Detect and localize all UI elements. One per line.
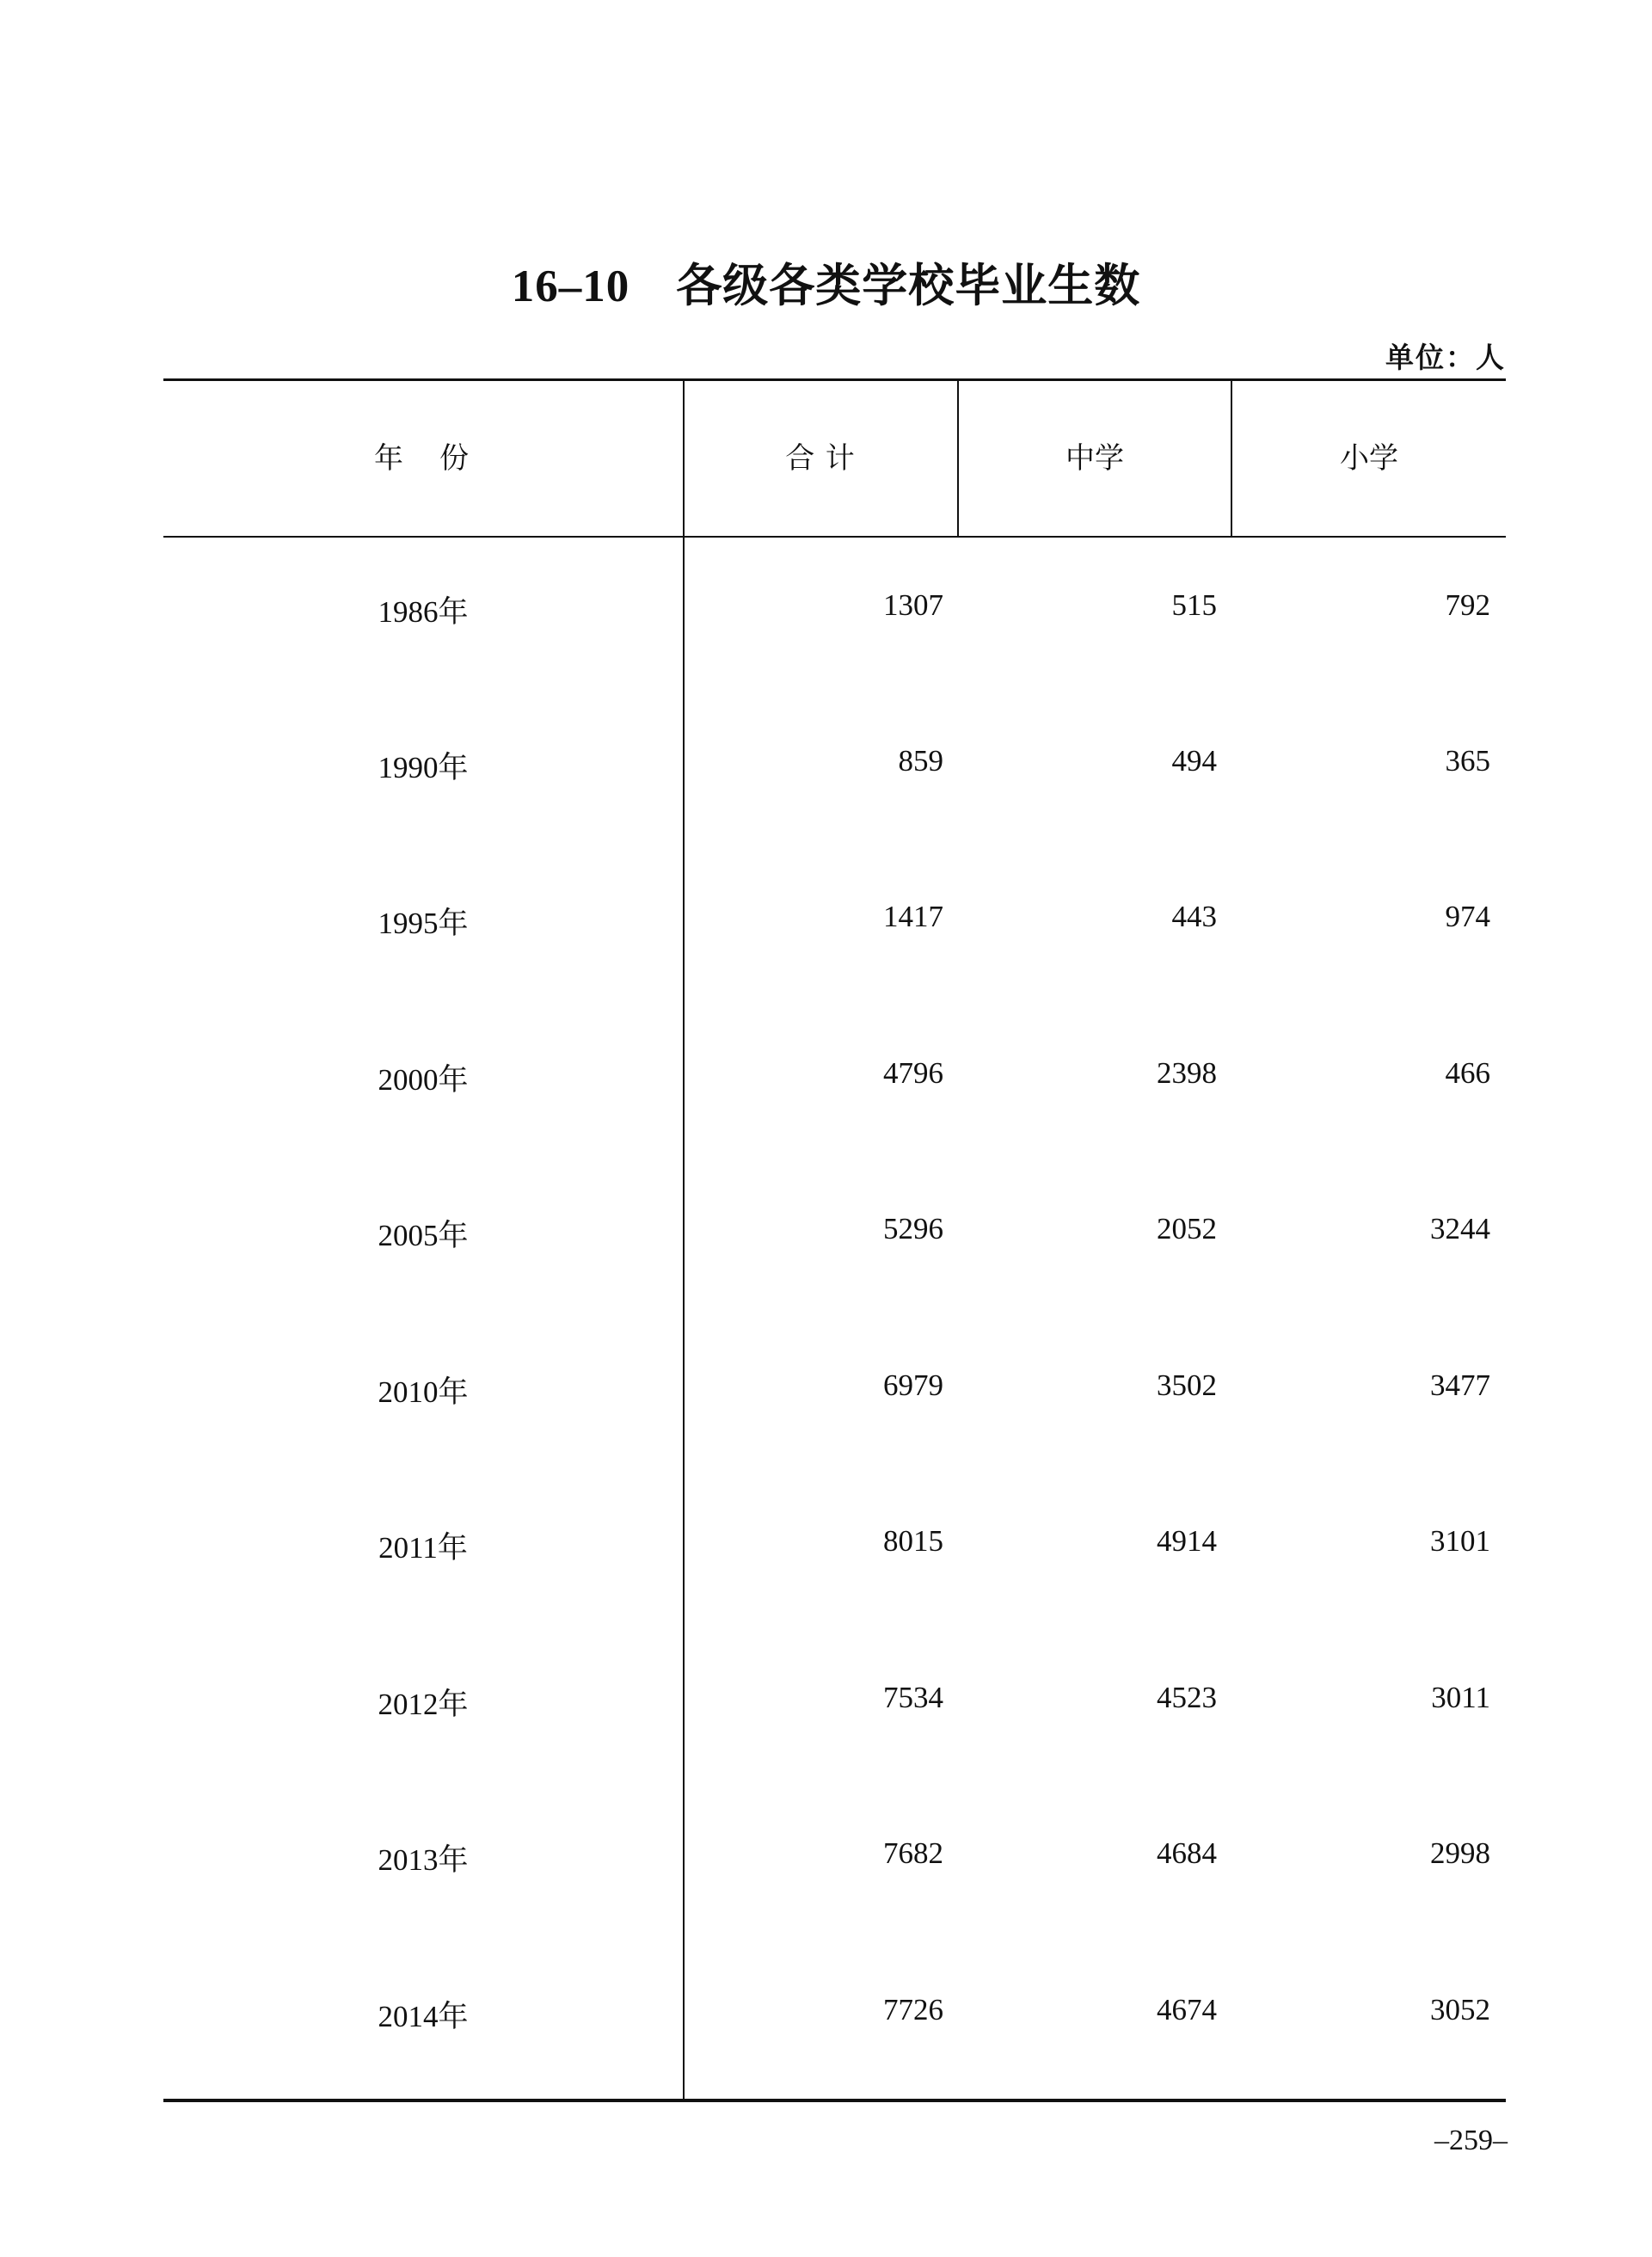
cell-middle-school: 4684 [1157,1836,1217,1870]
cell-year: 2000年 [378,1063,469,1097]
cell-primary-school: 3477 [1430,1368,1490,1402]
cell-primary-school: 365 [1445,744,1490,778]
cell-middle-school: 4523 [1157,1681,1217,1714]
cell-total: 7682 [883,1836,943,1870]
unit-label: 单位：人 [1385,343,1506,374]
cell-primary-school: 2998 [1430,1836,1490,1870]
cell-year: 1986年 [378,595,469,629]
cell-primary-school: 3101 [1430,1524,1490,1558]
header-primary-school: 小学 [1340,443,1398,475]
table-title: 16–10 各级各类学校毕业生数 [511,261,1141,311]
cell-year: 2011年 [378,1531,468,1565]
cell-total: 8015 [883,1524,943,1558]
cell-middle-school: 4674 [1157,1993,1217,2026]
cell-total: 7534 [883,1681,943,1714]
cell-total: 859 [898,744,943,778]
cell-middle-school: 494 [1171,744,1217,778]
page-number: –259– [1434,2125,1508,2156]
cell-total: 1417 [883,900,943,933]
header-bottom-rule [163,536,1506,538]
cell-year: 2014年 [378,2000,469,2033]
table-row [163,744,1506,796]
table-row [163,1524,1506,1576]
cell-total: 6979 [883,1368,943,1402]
cell-total: 7726 [883,1993,943,2026]
table-row [163,1836,1506,1888]
cell-primary-school: 3244 [1430,1212,1490,1245]
table-bottom-rule [163,2099,1506,2102]
cell-middle-school: 4914 [1157,1524,1217,1558]
cell-middle-school: 443 [1171,900,1217,933]
table-row [163,900,1506,951]
cell-primary-school: 3011 [1431,1681,1490,1714]
cell-middle-school: 2398 [1157,1056,1217,1090]
cell-year: 2010年 [378,1375,469,1409]
cell-primary-school: 792 [1445,588,1490,622]
table-row [163,1993,1506,2045]
cell-total: 1307 [883,588,943,622]
cell-primary-school: 974 [1445,900,1490,933]
cell-middle-school: 3502 [1157,1368,1217,1402]
cell-primary-school: 466 [1445,1056,1490,1090]
cell-middle-school: 515 [1171,588,1217,622]
table-top-rule [163,378,1506,381]
cell-primary-school: 3052 [1430,1993,1490,2026]
table-row [163,588,1506,640]
header-year: 年 份 [374,443,472,475]
cell-total: 5296 [883,1212,943,1245]
cell-year: 1990年 [378,751,469,784]
table-row [163,1368,1506,1420]
table-row [163,1681,1506,1732]
header-middle-school: 中学 [1066,443,1124,475]
cell-middle-school: 2052 [1157,1212,1217,1245]
cell-total: 4796 [883,1056,943,1090]
cell-year: 2012年 [378,1688,469,1721]
table-row [163,1212,1506,1264]
cell-year: 2013年 [378,1843,469,1877]
cell-year: 1995年 [378,907,469,940]
header-total: 合 计 [785,443,857,475]
cell-year: 2005年 [378,1219,469,1252]
table-row [163,1056,1506,1108]
